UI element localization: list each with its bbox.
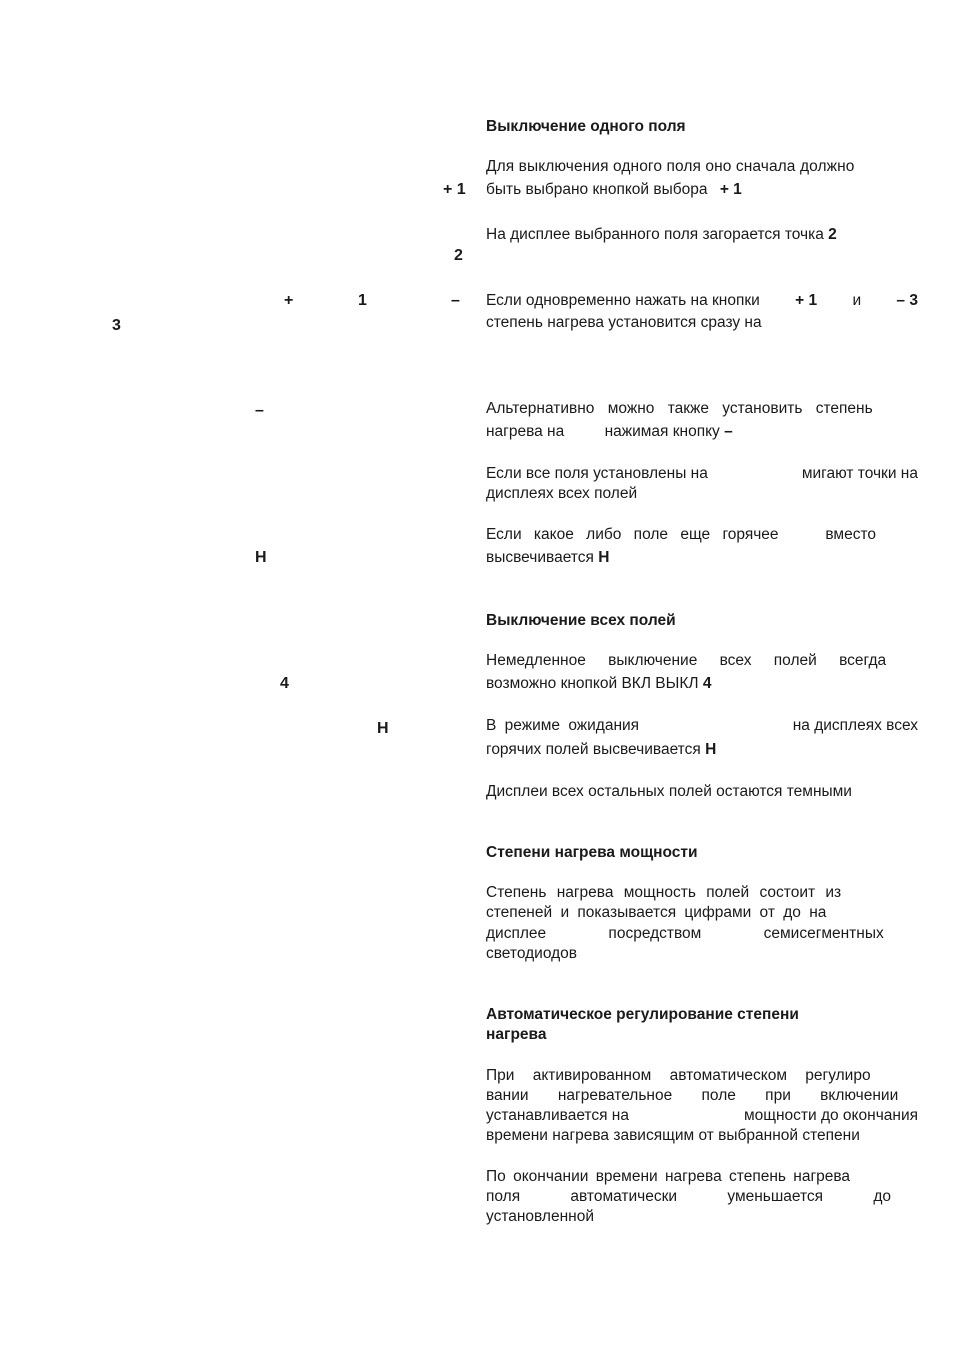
marker-1: 1 [358, 292, 367, 309]
marker-minus-alt: – [255, 402, 264, 419]
text: Альтернативно можно также установить степень [486, 400, 873, 417]
text: степеней и показывается цифрами от до на [486, 904, 827, 921]
key-ref: 4 [702, 675, 712, 692]
paragraph-line [486, 1106, 918, 1126]
paragraph-line [486, 651, 918, 671]
paragraph-line [486, 422, 733, 442]
text: В режиме ожидания [486, 717, 640, 734]
paragraph-line: Дисплеи всех остальных полей остаются темными [486, 783, 852, 800]
text: Если одновременно нажать на кнопки [486, 292, 760, 309]
key-ref: + 1 [719, 181, 742, 198]
text: возможно кнопкой ВКЛ ВЫКЛ [486, 675, 699, 692]
marker-minus: – [451, 292, 460, 309]
text: мощности до окончания [743, 1107, 918, 1124]
paragraph-line [486, 716, 918, 736]
text: горячих полей высвечивается [486, 741, 701, 758]
text: Немедленное выключение всех полей всегда [486, 652, 887, 669]
marker-3: 3 [112, 317, 121, 334]
paragraph-line [486, 464, 918, 484]
section-heading-heat-levels: Степени нагрева мощности [486, 844, 698, 861]
marker-plus-1: + 1 [443, 181, 466, 198]
paragraph-line: светодиодов [486, 945, 578, 962]
paragraph-line [486, 674, 712, 694]
text: и [852, 292, 862, 309]
text: устанавливается на [486, 1107, 629, 1124]
text: Если какое либо поле еще горячее [486, 526, 779, 543]
paragraph-line [486, 525, 876, 545]
paragraph-line: степень нагрева установится сразу на [486, 314, 762, 331]
marker-2: 2 [454, 247, 463, 264]
text: нажимая кнопку [604, 423, 720, 440]
text: на дисплеях всех [792, 717, 918, 734]
key-ref: – [724, 423, 733, 440]
paragraph-line [486, 399, 918, 419]
marker-plus: + [284, 292, 294, 309]
text: быть выбрано кнопкой выбора [486, 181, 708, 198]
key-ref: – 3 [896, 292, 918, 309]
paragraph-line [486, 903, 918, 923]
key-ref: + 1 [795, 292, 818, 309]
text: дисплее посредством семисегментных [486, 925, 884, 942]
paragraph-line: времени нагрева зависящим от выбранной степени [486, 1127, 860, 1144]
paragraph-line: При активированном автоматическом регулиро [486, 1067, 871, 1084]
key-ref: H [705, 741, 717, 758]
text: нагрева на [486, 423, 565, 440]
marker-4: 4 [280, 675, 289, 692]
marker-H: H [255, 549, 267, 566]
paragraph-line: поля автоматически уменьшается до [486, 1188, 892, 1205]
section-heading-auto-regulation: Автоматическое регулирование степени [486, 1006, 799, 1023]
marker-H-standby: H [377, 720, 389, 737]
paragraph-line [486, 924, 918, 944]
text: Для выключения одного поля оно сначала должно [486, 158, 855, 175]
section-heading-auto-regulation-cont: нагрева [486, 1026, 547, 1043]
paragraph-line: дисплеях всех полей [486, 485, 638, 502]
key-ref: 2 [828, 226, 837, 243]
paragraph-line: установленной [486, 1208, 594, 1225]
text: На дисплее выбранного поля загорается точка [486, 226, 824, 243]
paragraph-line [486, 548, 609, 568]
paragraph-line: вании нагревательное поле при включении [486, 1087, 899, 1104]
paragraph-line [486, 180, 742, 200]
paragraph-line: По окончании времени нагрева степень нагрева [486, 1168, 851, 1185]
paragraph-line [486, 291, 918, 311]
text: вместо [825, 526, 876, 543]
paragraph-line [486, 157, 918, 177]
key-ref: H [598, 549, 610, 566]
text: мигают точки на [801, 465, 918, 482]
text: Если все поля установлены на [486, 465, 708, 482]
section-heading-all-off: Выключение всех полей [486, 612, 676, 629]
paragraph-line [486, 225, 837, 245]
text: высвечивается [486, 549, 594, 566]
section-heading-single-off: Выключение одного поля [486, 118, 686, 135]
paragraph-line: Степень нагрева мощность полей состоит из [486, 884, 842, 901]
paragraph-line [486, 740, 716, 760]
